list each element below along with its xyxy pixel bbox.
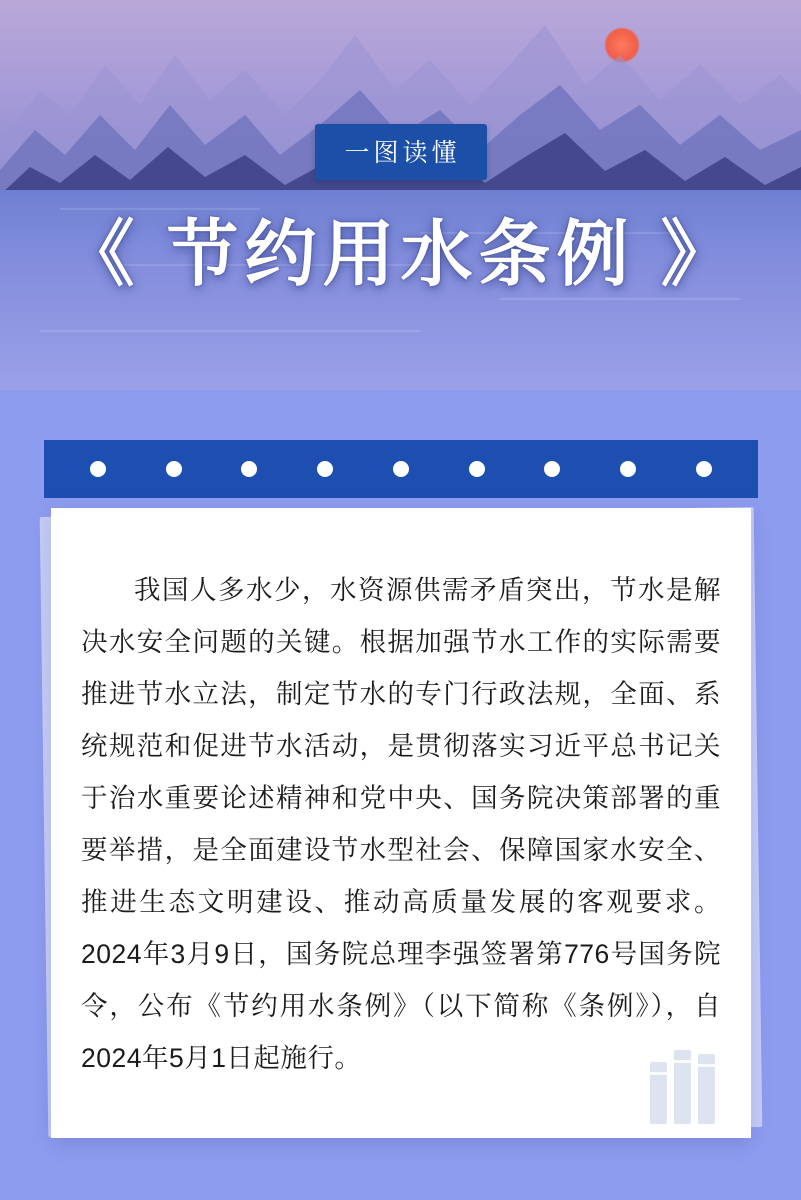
card-header-bar — [44, 440, 758, 498]
header-dot — [241, 461, 257, 477]
page-title: 《 节约用水条例 》 — [62, 215, 739, 295]
header-dot — [317, 461, 333, 477]
header-dot — [469, 461, 485, 477]
header-dot — [620, 461, 636, 477]
hero-banner — [0, 0, 801, 390]
hero-badge: 一图读懂 — [314, 124, 486, 180]
header-dot — [393, 461, 409, 477]
content-card — [44, 440, 758, 1138]
header-dot — [166, 461, 182, 477]
header-dot — [544, 461, 560, 477]
header-dot — [696, 461, 712, 477]
intro-paragraph: 我国人多水少，水资源供需矛盾突出，节水是解决水安全问题的关键。根据加强节水工作的实际需要推进节水立法，制定节水的专门行政法规，全面、系统规范和促进节水活动，是贯彻落实习近平总书记关于治水重要论述精神和党中央、国务院决策部署的重要举措，是全面建设节水型社会、保障国家水安全、推进生态文明建设、推动高质量发展的客观要求。2024年3月9日，国务院总理李强签署第776号国务院令，公布《节约用水条例》（以下简称《条例》），自2024年5月1日起施行。 — [81, 575, 721, 1073]
header-dot — [90, 461, 106, 477]
card-body — [51, 508, 751, 1138]
